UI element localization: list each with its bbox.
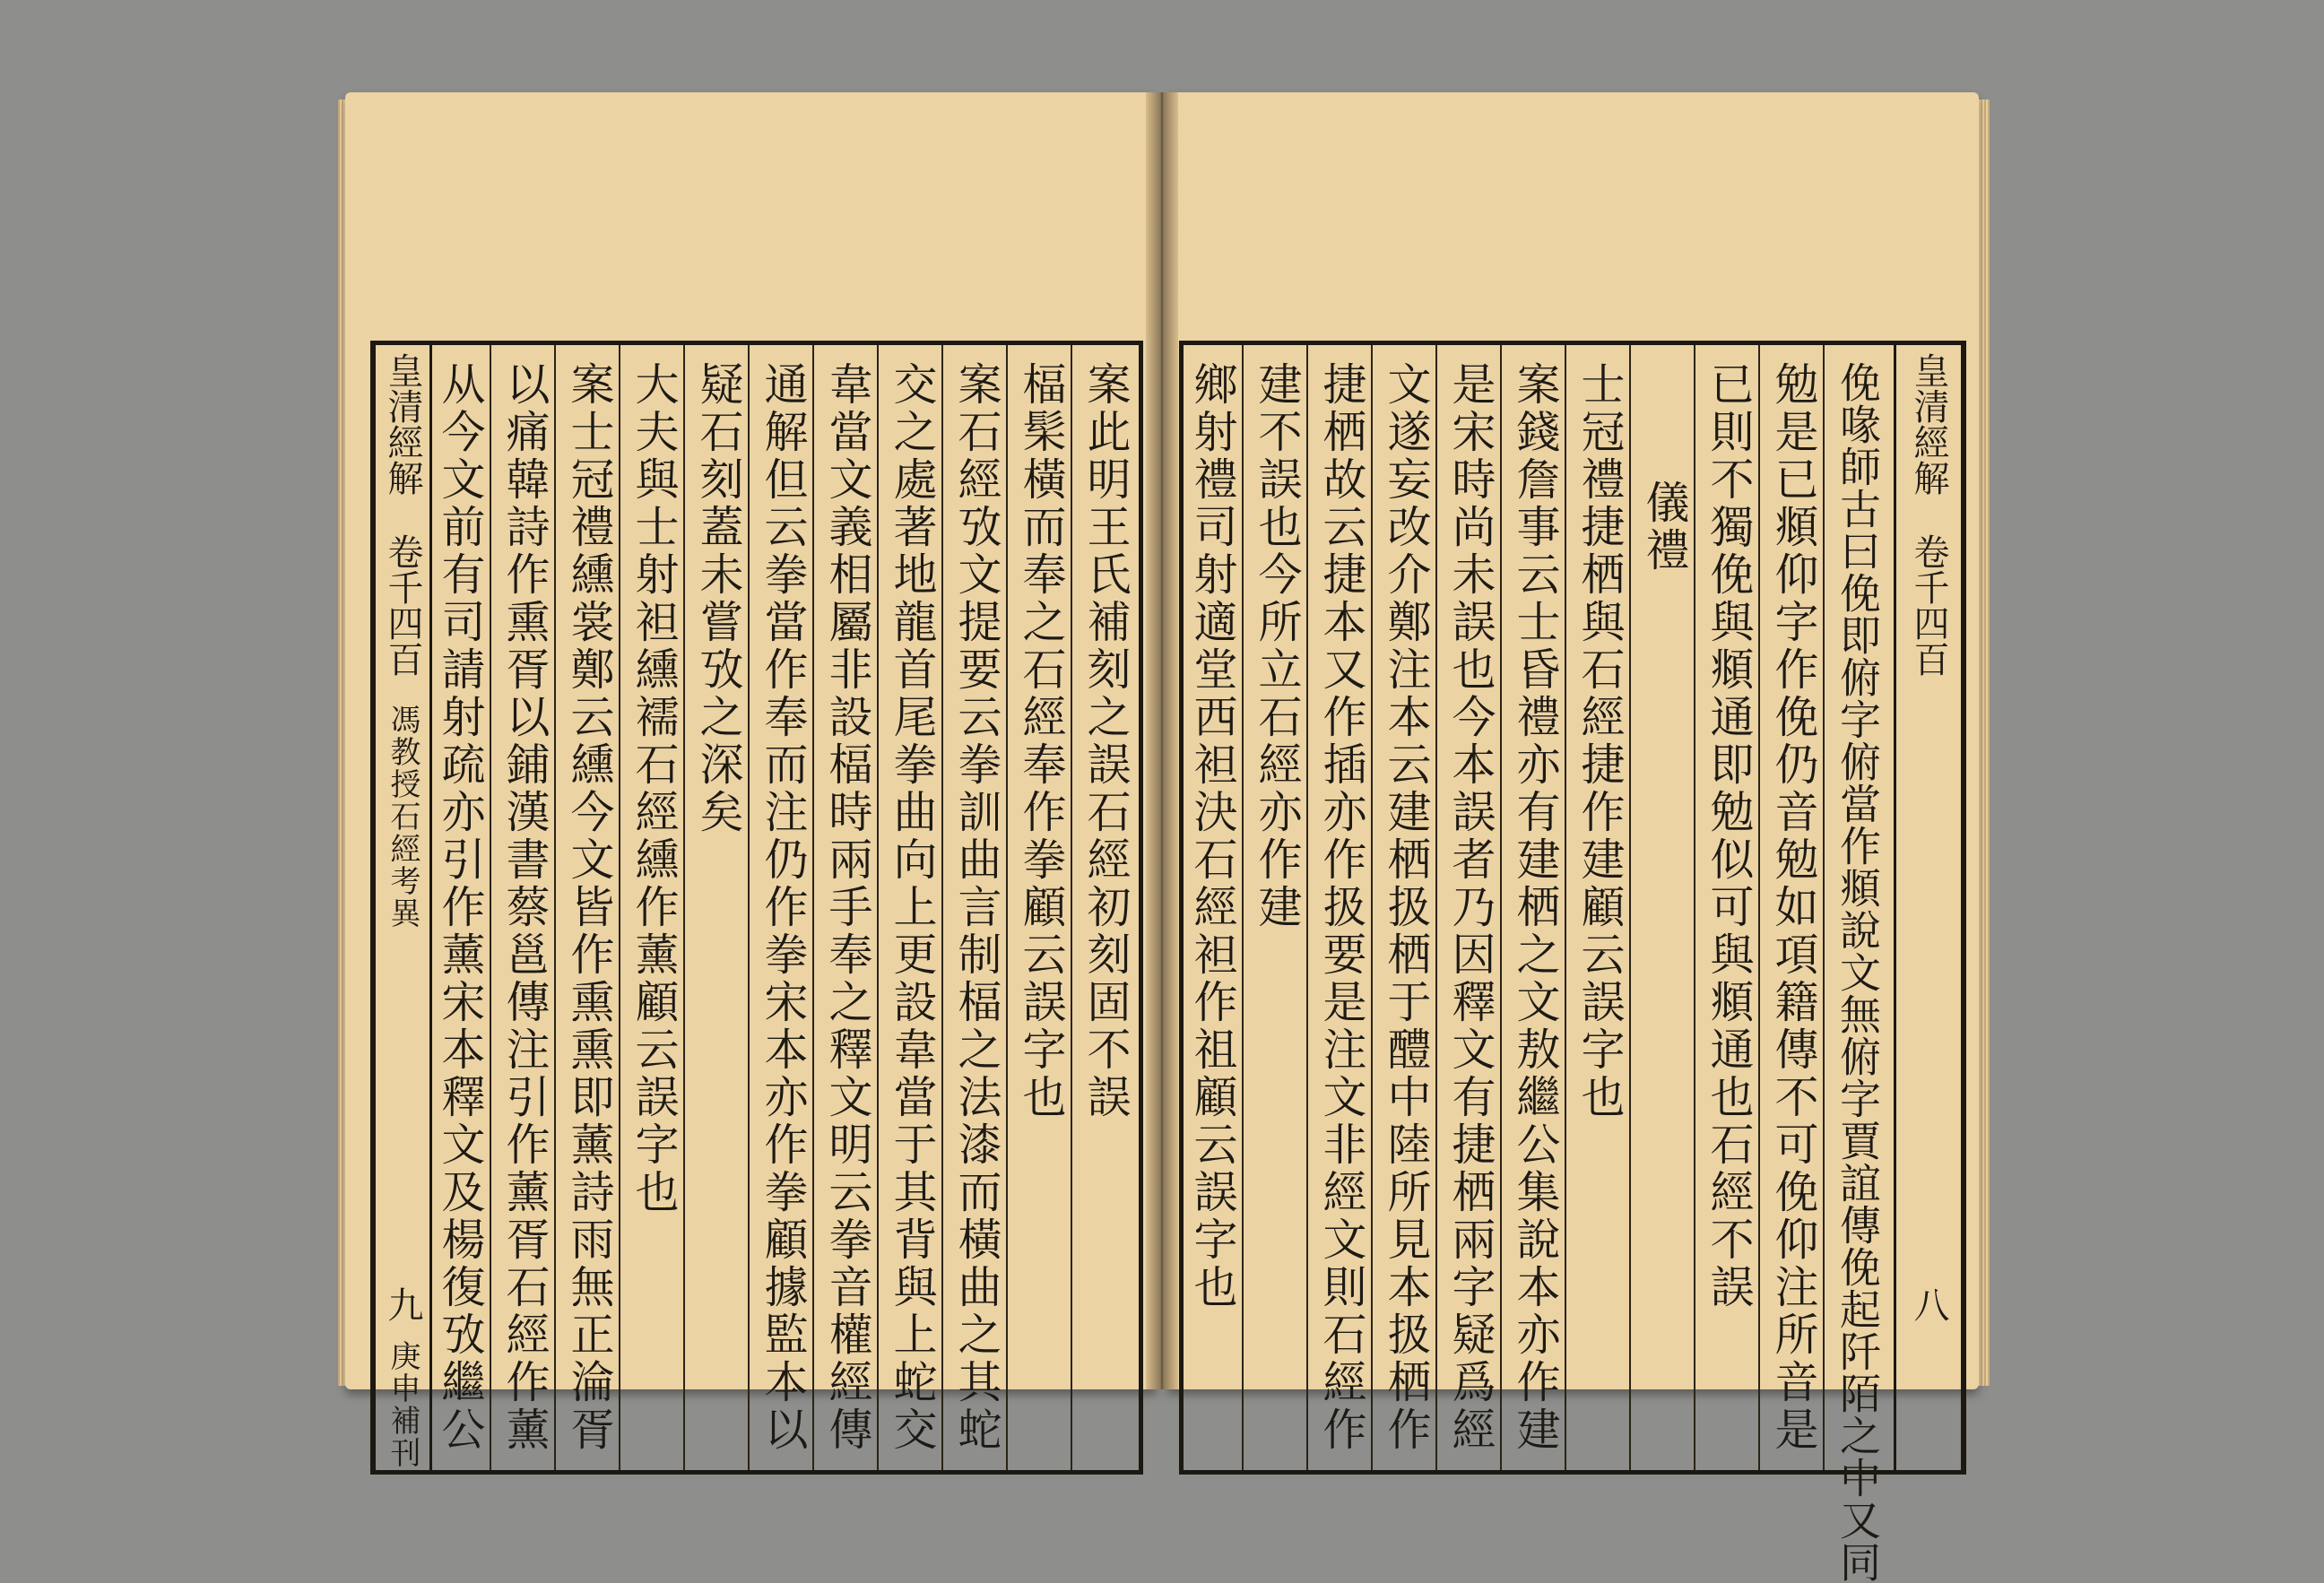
column-rule [490,345,491,1470]
section-heading: 儀禮 [1639,480,1690,575]
column-rule [683,345,685,1470]
column-rule [748,345,750,1470]
volume-number: 卷千四百 [382,533,423,677]
page-number: 九 [382,1286,423,1322]
reprint-note: 庚申補刊 [385,1340,421,1469]
column-rule [1565,345,1566,1470]
column-rule [1371,345,1373,1470]
column-rule [1071,345,1072,1470]
text-column: 俛喙師古曰俛即俯字俯當作頫說文無俯字賈誼傳俛起阡陌之中又同 [1834,361,1882,1583]
text-column: 以痛韓詩作熏胥以鋪漢書蔡邕傳注引作薰胥石經作薰 [499,361,551,1454]
text-column: 大夫與士射袒纁襦石經纁作薰顧云誤字也 [629,361,680,1216]
text-column: 案錢詹事云士昏禮亦有建栖之文敖繼公集說本亦作建 [1510,361,1561,1454]
text-column: 捷栖故云捷本又作插亦作扱要是注文非經文則石經作 [1316,361,1367,1454]
book-title: 皇清經解 [382,352,423,496]
text-column: 是宋時尚未誤也今本誤者乃因釋文有捷栖兩字疑爲經 [1445,361,1496,1454]
text-column: 案石經攷文提要云拳訓曲言制楅之法漆而橫曲之其蛇 [951,361,1002,1454]
text-column: 案此明王氏補刻之誤石經初刻固不誤 [1080,361,1132,1121]
volume-number: 卷千四百 [1908,533,1949,677]
book-gutter [1146,92,1178,1389]
column-rule [1242,345,1244,1470]
text-column: 建不誤也今所立石經亦作建 [1252,361,1303,931]
left-text-frame [370,341,1143,1475]
column-rule [1823,345,1825,1470]
column-rule [619,345,620,1470]
text-column: 勉是已頫仰字作俛仍音勉如項籍傳不可俛仰注所音是 [1768,361,1819,1454]
column-rule [1006,345,1008,1470]
page-center-margin-right [1894,345,1964,1470]
text-column: 疑石刻蓋未嘗攷之深矣 [693,361,744,836]
column-rule [1500,345,1502,1470]
column-rule [812,345,814,1470]
text-column: 楅髤橫而奉之石經奉作拳顧云誤字也 [1016,361,1067,1121]
column-rule [1758,345,1760,1470]
right-text-frame [1179,341,1966,1583]
column-rule [1435,345,1437,1470]
text-column: 韋當文義相屬非設楅時兩手奉之釋文明云拳音權經傳 [822,361,873,1454]
column-rule [877,345,879,1470]
book-title: 皇清經解 [1908,352,1949,496]
text-column: 案士冠禮纁裳鄭云纁今文皆作熏熏即薰詩雨無正淪胥 [564,361,615,1454]
text-column: 从今文前有司請射疏亦引作薰宋本釋文及楊復攷繼公 [435,361,486,1454]
text-column: 文遂妄改介鄭注本云建栖扱栖于醴中陸所見本扱栖作 [1381,361,1432,1454]
text-column: 已則不獨俛與頫通即勉似可與頫通也石經不誤 [1704,361,1755,1311]
text-column: 通解但云拳當作奉而注仍作拳宋本亦作拳顧據監本以 [758,361,809,1454]
page-edges-right [1977,99,1990,1386]
column-rule [554,345,556,1470]
column-rule [1629,345,1631,1470]
open-book [345,92,1982,1583]
column-rule [1306,345,1308,1470]
text-column: 士冠禮捷栖與石經捷作建顧云誤字也 [1574,361,1626,1121]
text-column: 鄉射禮司射適堂西袒決石經袒作祖顧云誤字也 [1187,361,1238,1311]
column-rule [941,345,943,1470]
page-number: 八 [1908,1286,1949,1322]
author-title: 馮教授石經考異 [385,704,421,930]
page-center-margin-left [373,345,432,1470]
right-page [1167,92,1979,1583]
left-page [345,92,1157,1469]
column-rule [1694,345,1695,1470]
text-column: 交之處著地龍首尾拳曲向上更設韋當于其背與上蛇交 [887,361,938,1454]
